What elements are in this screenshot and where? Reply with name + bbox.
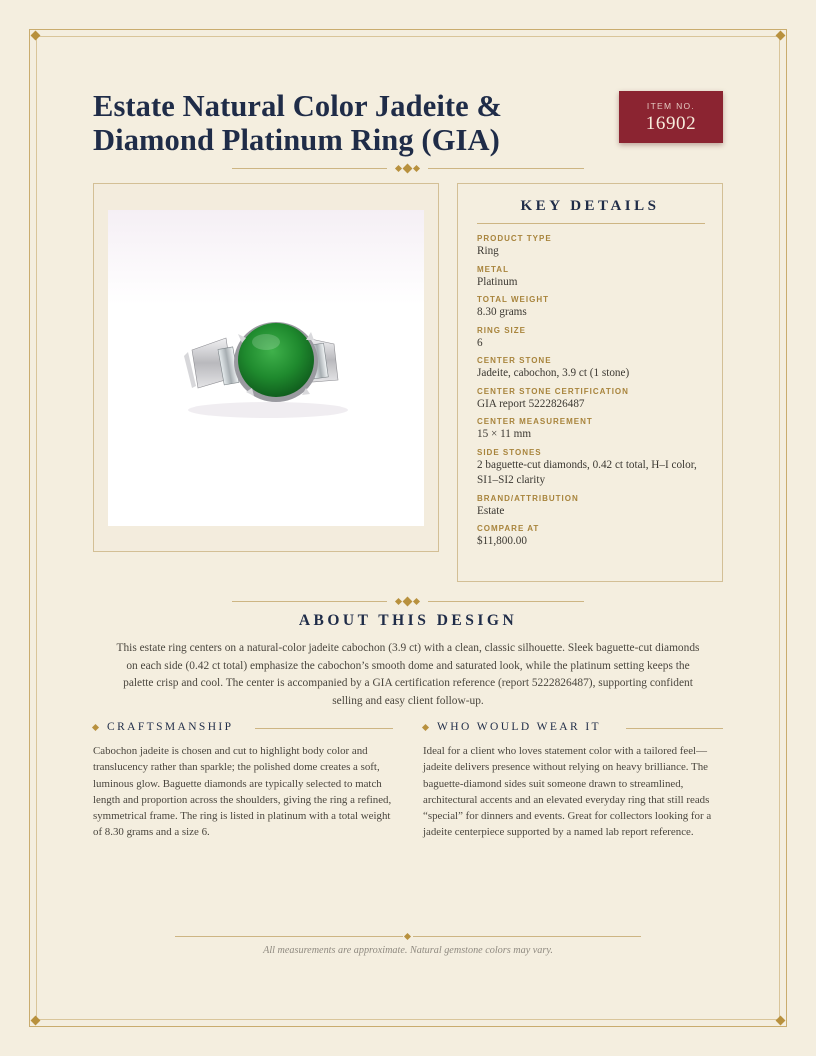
- heading-rule: [255, 728, 393, 729]
- item-number-value: 16902: [645, 113, 697, 134]
- craftsmanship-text: Cabochon jadeite is chosen and cut to highlight body color and translucency rather than sparkle; the polished dome creates a soft, luminous glow. Baguette diamonds are typically selected to match length and proportion across the shoulders, giving the ring a refined, symmetrical frame. The ring is listed in platinum with a total weight of 8.30 grams and a size 6.: [93, 745, 392, 839]
- about-title: ABOUT THIS DESIGN: [298, 612, 518, 629]
- key-details-divider: [477, 223, 705, 224]
- detail-value: Platinum: [477, 275, 518, 288]
- key-details-title: KEY DETAILS: [520, 198, 660, 214]
- jadeite-ring-icon: [108, 210, 424, 526]
- detail-label: TOTAL WEIGHT: [477, 295, 549, 304]
- detail-row-metal: [477, 265, 707, 291]
- detail-value: 15 × 11 mm: [477, 428, 532, 440]
- detail-label: COMPARE AT: [477, 524, 540, 533]
- detail-value: GIA report 5222826487: [477, 397, 585, 410]
- item-number-badge: [619, 91, 723, 143]
- detail-value: 2 baguette-cut diamonds, 0.42 ct total, H–I color, SI1–SI2 clarity: [477, 458, 697, 486]
- about-text: This estate ring centers on a natural-color jadeite cabochon (3.9 ct) with a clean, classic silhouette. Sleek baguette-cut diamonds on each side (0.42 ct total) emphasize the cabochon’s smooth dome and saturated look, while the platinum setting keeps the palette crisp and cool. The center is accompanied by a GIA certification reference (report 5222826487), supporting confident selling and easy client follow-up.: [116, 642, 700, 707]
- detail-label: CENTER STONE: [477, 356, 552, 365]
- footer-note: All measurements are approximate. Natural gemstone colors may vary.: [263, 945, 553, 956]
- detail-label: SIDE STONES: [477, 447, 542, 457]
- detail-label: CENTER MEASUREMENT: [477, 417, 593, 426]
- detail-value: 8.30 grams: [477, 306, 527, 318]
- detail-value: Ring: [477, 245, 499, 257]
- product-photo: [108, 210, 424, 526]
- detail-row-center-measurement: [477, 417, 707, 443]
- detail-label: CENTER STONE CERTIFICATION: [477, 386, 629, 396]
- heading-rule: [626, 728, 723, 729]
- footer-ornament-divider: [175, 931, 641, 943]
- key-details-list: [477, 234, 707, 555]
- key-details-panel: [457, 183, 723, 582]
- item-number-label: ITEM NO.: [646, 101, 696, 111]
- about-ornament-divider: [232, 596, 584, 608]
- detail-label: BRAND/ATTRIBUTION: [477, 493, 579, 503]
- detail-value: $11,800.00: [477, 535, 527, 547]
- detail-row-brand: [477, 494, 707, 520]
- craftsmanship-heading: [93, 721, 393, 735]
- title-ornament-divider: [232, 163, 584, 175]
- diamond-bullet-icon: [422, 724, 429, 731]
- detail-row-center-stone: [477, 356, 707, 382]
- detail-value: Jadeite, cabochon, 3.9 ct (1 stone): [477, 367, 630, 379]
- detail-label: METAL: [477, 264, 509, 274]
- detail-value: 6: [477, 336, 483, 349]
- wearer-text: Ideal for a client who loves statement color with a tailored feel—jadeite delivers presence without relying on heavy brilliance. The baguette-diamond sides suit someone drawn to streamlined, architectural accents and an elevated everyday ring that still reads “special” for dinners and events. Great for collectors looking for a jadeite centerpiece supported by a named lab report reference.: [423, 745, 712, 839]
- detail-row-compare-at: [477, 524, 707, 550]
- diamond-bullet-icon: [92, 724, 99, 731]
- detail-row-product-type: [477, 234, 707, 260]
- detail-value: Estate: [477, 504, 505, 517]
- detail-row-certification: [477, 387, 707, 413]
- wearer-title: WHO WOULD WEAR IT: [437, 721, 601, 733]
- wearer-heading: [423, 721, 723, 735]
- product-photo-frame: [93, 183, 439, 552]
- page-title: Estate Natural Color Jadeite & Diamond Platinum Ring (GIA): [93, 89, 503, 157]
- detail-row-total-weight: [477, 295, 707, 321]
- craftsmanship-title: CRAFTSMANSHIP: [107, 721, 234, 733]
- detail-row-side-stones: [477, 448, 707, 489]
- detail-label: RING SIZE: [477, 325, 527, 335]
- detail-label: PRODUCT TYPE: [477, 234, 552, 243]
- detail-row-ring-size: [477, 326, 707, 352]
